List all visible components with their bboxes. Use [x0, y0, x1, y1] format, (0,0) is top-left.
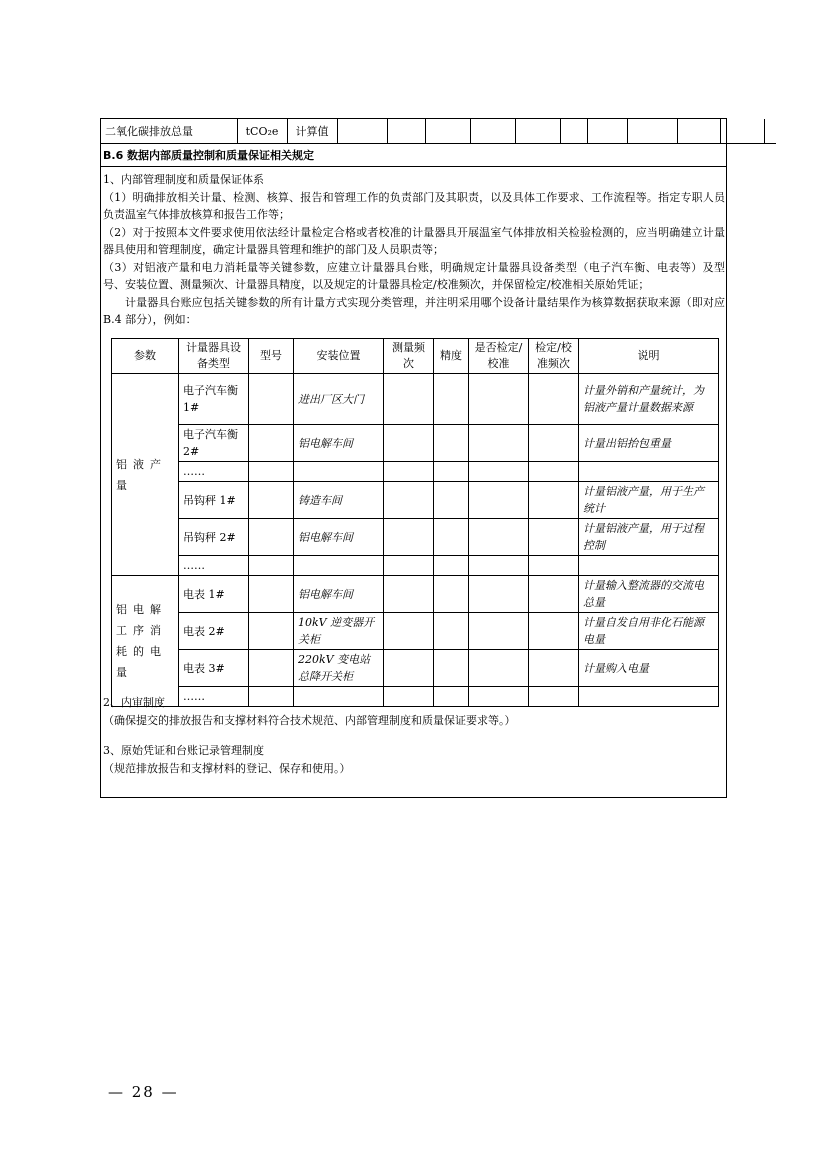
- page-number: — 28 —: [108, 1083, 179, 1101]
- location-cell: 铝电解车间: [294, 425, 384, 462]
- records-title: 3、原始凭证和台账记录管理制度: [103, 744, 264, 757]
- table-row: [112, 374, 719, 425]
- section-body: [103, 171, 725, 329]
- table-row: [112, 519, 719, 556]
- device-cell: ……: [179, 687, 249, 707]
- location-cell: 铝电解车间: [294, 576, 384, 613]
- records-text: （规范排放报告和支撑材料的登记、保存和使用。）: [103, 762, 351, 775]
- device-cell: 电表 2#: [179, 613, 249, 650]
- table-row: [112, 425, 719, 462]
- note-cell: 计量出铝抬包重量: [579, 425, 719, 462]
- paragraph-3: （2）对于按照本文件要求使用依法经计量检定合格或者校准的计量器具开展温室气体排放相关检验检测的，应当明确建立计量器具使用和管理制度，确定计量器具管理和维护的部门及人员职责等；: [103, 225, 725, 256]
- header-cell: 型号: [249, 339, 294, 374]
- note-cell: 计量外销和产量统计，为铝液产量计量数据来源: [579, 374, 719, 425]
- param-electrolysis-power: 铝电解工序消耗的电量: [112, 576, 179, 707]
- table-row: [112, 462, 719, 482]
- total-label: 二氧化碳排放总量: [101, 119, 237, 144]
- emissions-total-row: [101, 119, 776, 144]
- section-footer: [103, 694, 725, 778]
- note-cell: 计量购入电量: [579, 650, 719, 687]
- note-cell: 计量自发自用非化石能源电量: [579, 613, 719, 650]
- note-cell: 计量输入整流器的交流电总量: [579, 576, 719, 613]
- header-cell: 说明: [579, 339, 719, 374]
- paragraph-1: 1、内部管理制度和质量保证体系: [103, 173, 264, 186]
- header-cell: 安装位置: [294, 339, 384, 374]
- header-cell: 测量频次: [384, 339, 434, 374]
- device-cell: ……: [179, 462, 249, 482]
- location-cell: 220kV 变电站总降开关柜: [294, 650, 384, 687]
- device-cell: 吊钩秤 1#: [179, 482, 249, 519]
- device-cell: ……: [179, 556, 249, 576]
- header-cell: 参数: [112, 339, 179, 374]
- audit-text: （确保提交的排放报告和支撑材料符合技术规范、内部管理制度和质量保证要求等。）: [103, 714, 516, 727]
- location-cell: 铝电解车间: [294, 519, 384, 556]
- table-row: [112, 482, 719, 519]
- header-cell: 是否检定/校准: [469, 339, 529, 374]
- header-cell: 检定/校准频次: [529, 339, 579, 374]
- header-cell: 精度: [434, 339, 469, 374]
- paragraph-5: 计量器具台账应包括关键参数的所有计量方式实现分类管理，并注明采用哪个设备计量结果作为核算数据获取来源（即对应 B.4 部分），例如：: [103, 295, 725, 326]
- table-header-row: [112, 339, 719, 374]
- location-cell: 铸造车间: [294, 482, 384, 519]
- source-cell: 计算值: [287, 119, 337, 144]
- section-title: B.6 数据内部质量控制和质量保证相关规定: [101, 145, 726, 167]
- device-cell: 电表 1#: [179, 576, 249, 613]
- location-cell: 进出厂区大门: [294, 374, 384, 425]
- device-cell: 电子汽车衡 1#: [179, 374, 249, 425]
- location-cell: 10kV 逆变器开关柜: [294, 613, 384, 650]
- paragraph-2: （1）明确排放相关计量、检测、核算、报告和管理工作的负责部门及其职责，以及具体工作要求、工作流程等。指定专职人员负责温室气体排放核算和报告工作等；: [103, 190, 725, 221]
- unit-cell: tCO₂e: [237, 119, 287, 144]
- table-row: [112, 556, 719, 576]
- table-row: [112, 613, 719, 650]
- header-cell: 计量器具设备类型: [179, 339, 249, 374]
- audit-title: 2、内审制度: [103, 696, 165, 709]
- paragraph-4: （3）对铝液产量和电力消耗量等关键参数，应建立计量器具台账，明确规定计量器具设备类型（电子汽车衡、电表等）及型号、安装位置、测量频次、计量器具精度，以及规定的计量器具检定/校准频次，并保留检定/校准相关原始凭证；: [103, 260, 725, 291]
- device-cell: 电表 3#: [179, 650, 249, 687]
- table-row: [112, 650, 719, 687]
- document-frame: [100, 118, 727, 798]
- table-row: [112, 576, 719, 613]
- param-aluminium-output: 铝液产量: [112, 374, 179, 576]
- device-cell: 吊钩秤 2#: [179, 519, 249, 556]
- meter-ledger-table: [111, 338, 719, 707]
- note-cell: 计量铝液产量，用于过程控制: [579, 519, 719, 556]
- note-cell: 计量铝液产量，用于生产统计: [579, 482, 719, 519]
- device-cell: 电子汽车衡 2#: [179, 425, 249, 462]
